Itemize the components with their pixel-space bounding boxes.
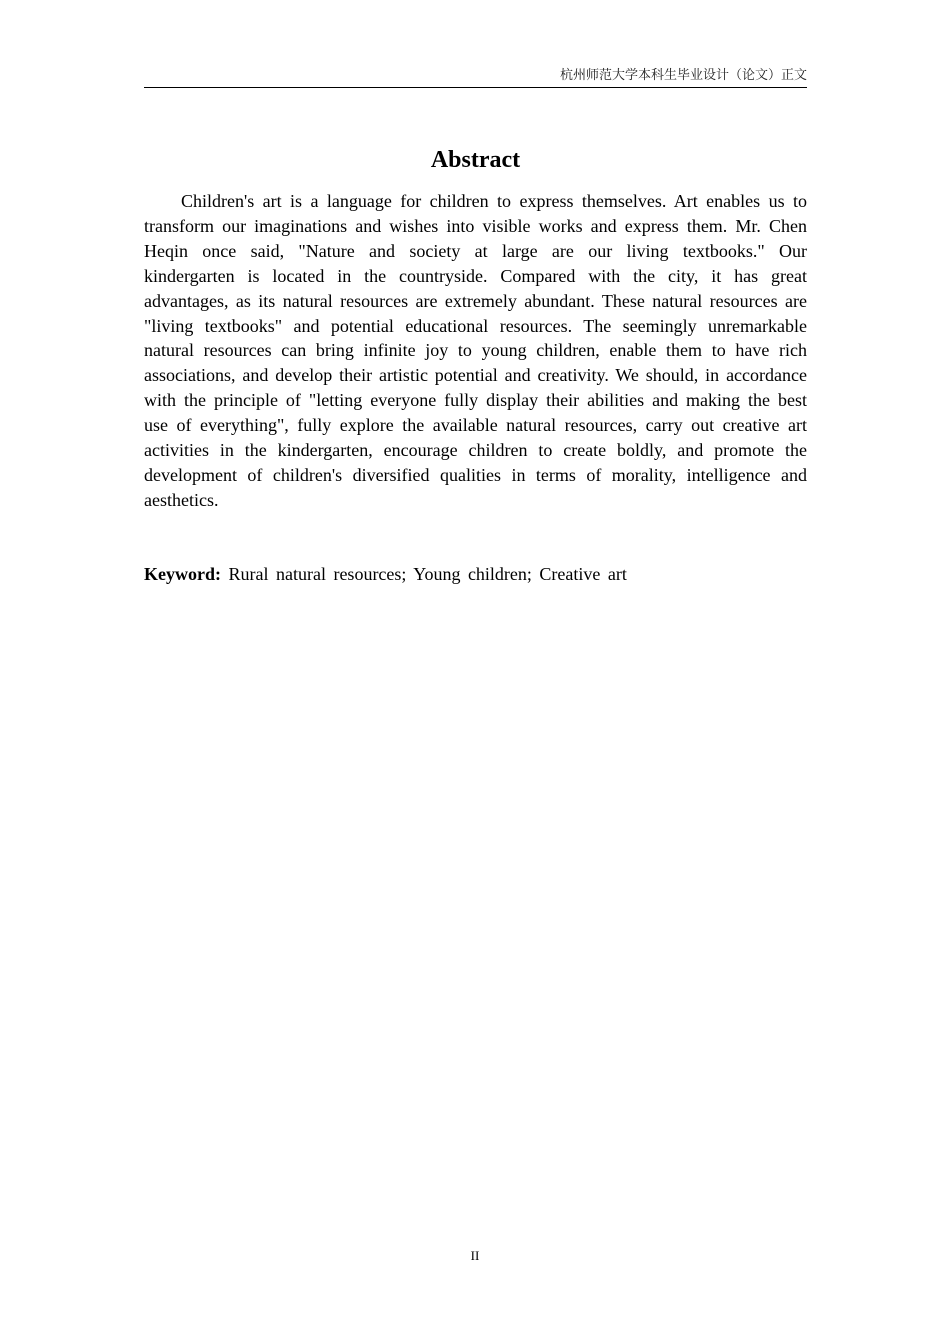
page-header bbox=[144, 67, 807, 88]
keywords-line bbox=[144, 562, 807, 587]
page-number: II bbox=[470, 1248, 480, 1263]
abstract-body: Children's art is a language for children to express themselves. Art enables us to transform our imaginations and wishes into visible works and express them. Mr. Chen Heqin once said, "Nature and society at large are our living textbooks." Our kindergarten is located in the countryside. Compared with the city, it has great advantages, as its natural resources are extremely abundant. These natural resources are "living textbooks" and potential educational resources. The seemingly unremarkable natural resources can bring infinite joy to young children, enable them to have rich associations, and develop their artistic potential and creativity. We should, in accordance with the principle of "letting everyone fully display their abilities and making the best use of everything", fully explore the available natural resources, carry out creative art activities in the kindergarten, encourage children to create boldly, and promote the development of children's diversified qualities in terms of morality, intelligence and aesthetics. bbox=[144, 191, 807, 510]
keywords-label: Keyword: bbox=[144, 564, 221, 584]
header-text: 杭州师范大学本科生毕业设计（论文）正文 bbox=[559, 68, 807, 83]
abstract-title: Abstract bbox=[430, 147, 521, 173]
keywords-value: Rural natural resources; Young children; Creative art bbox=[228, 564, 627, 584]
